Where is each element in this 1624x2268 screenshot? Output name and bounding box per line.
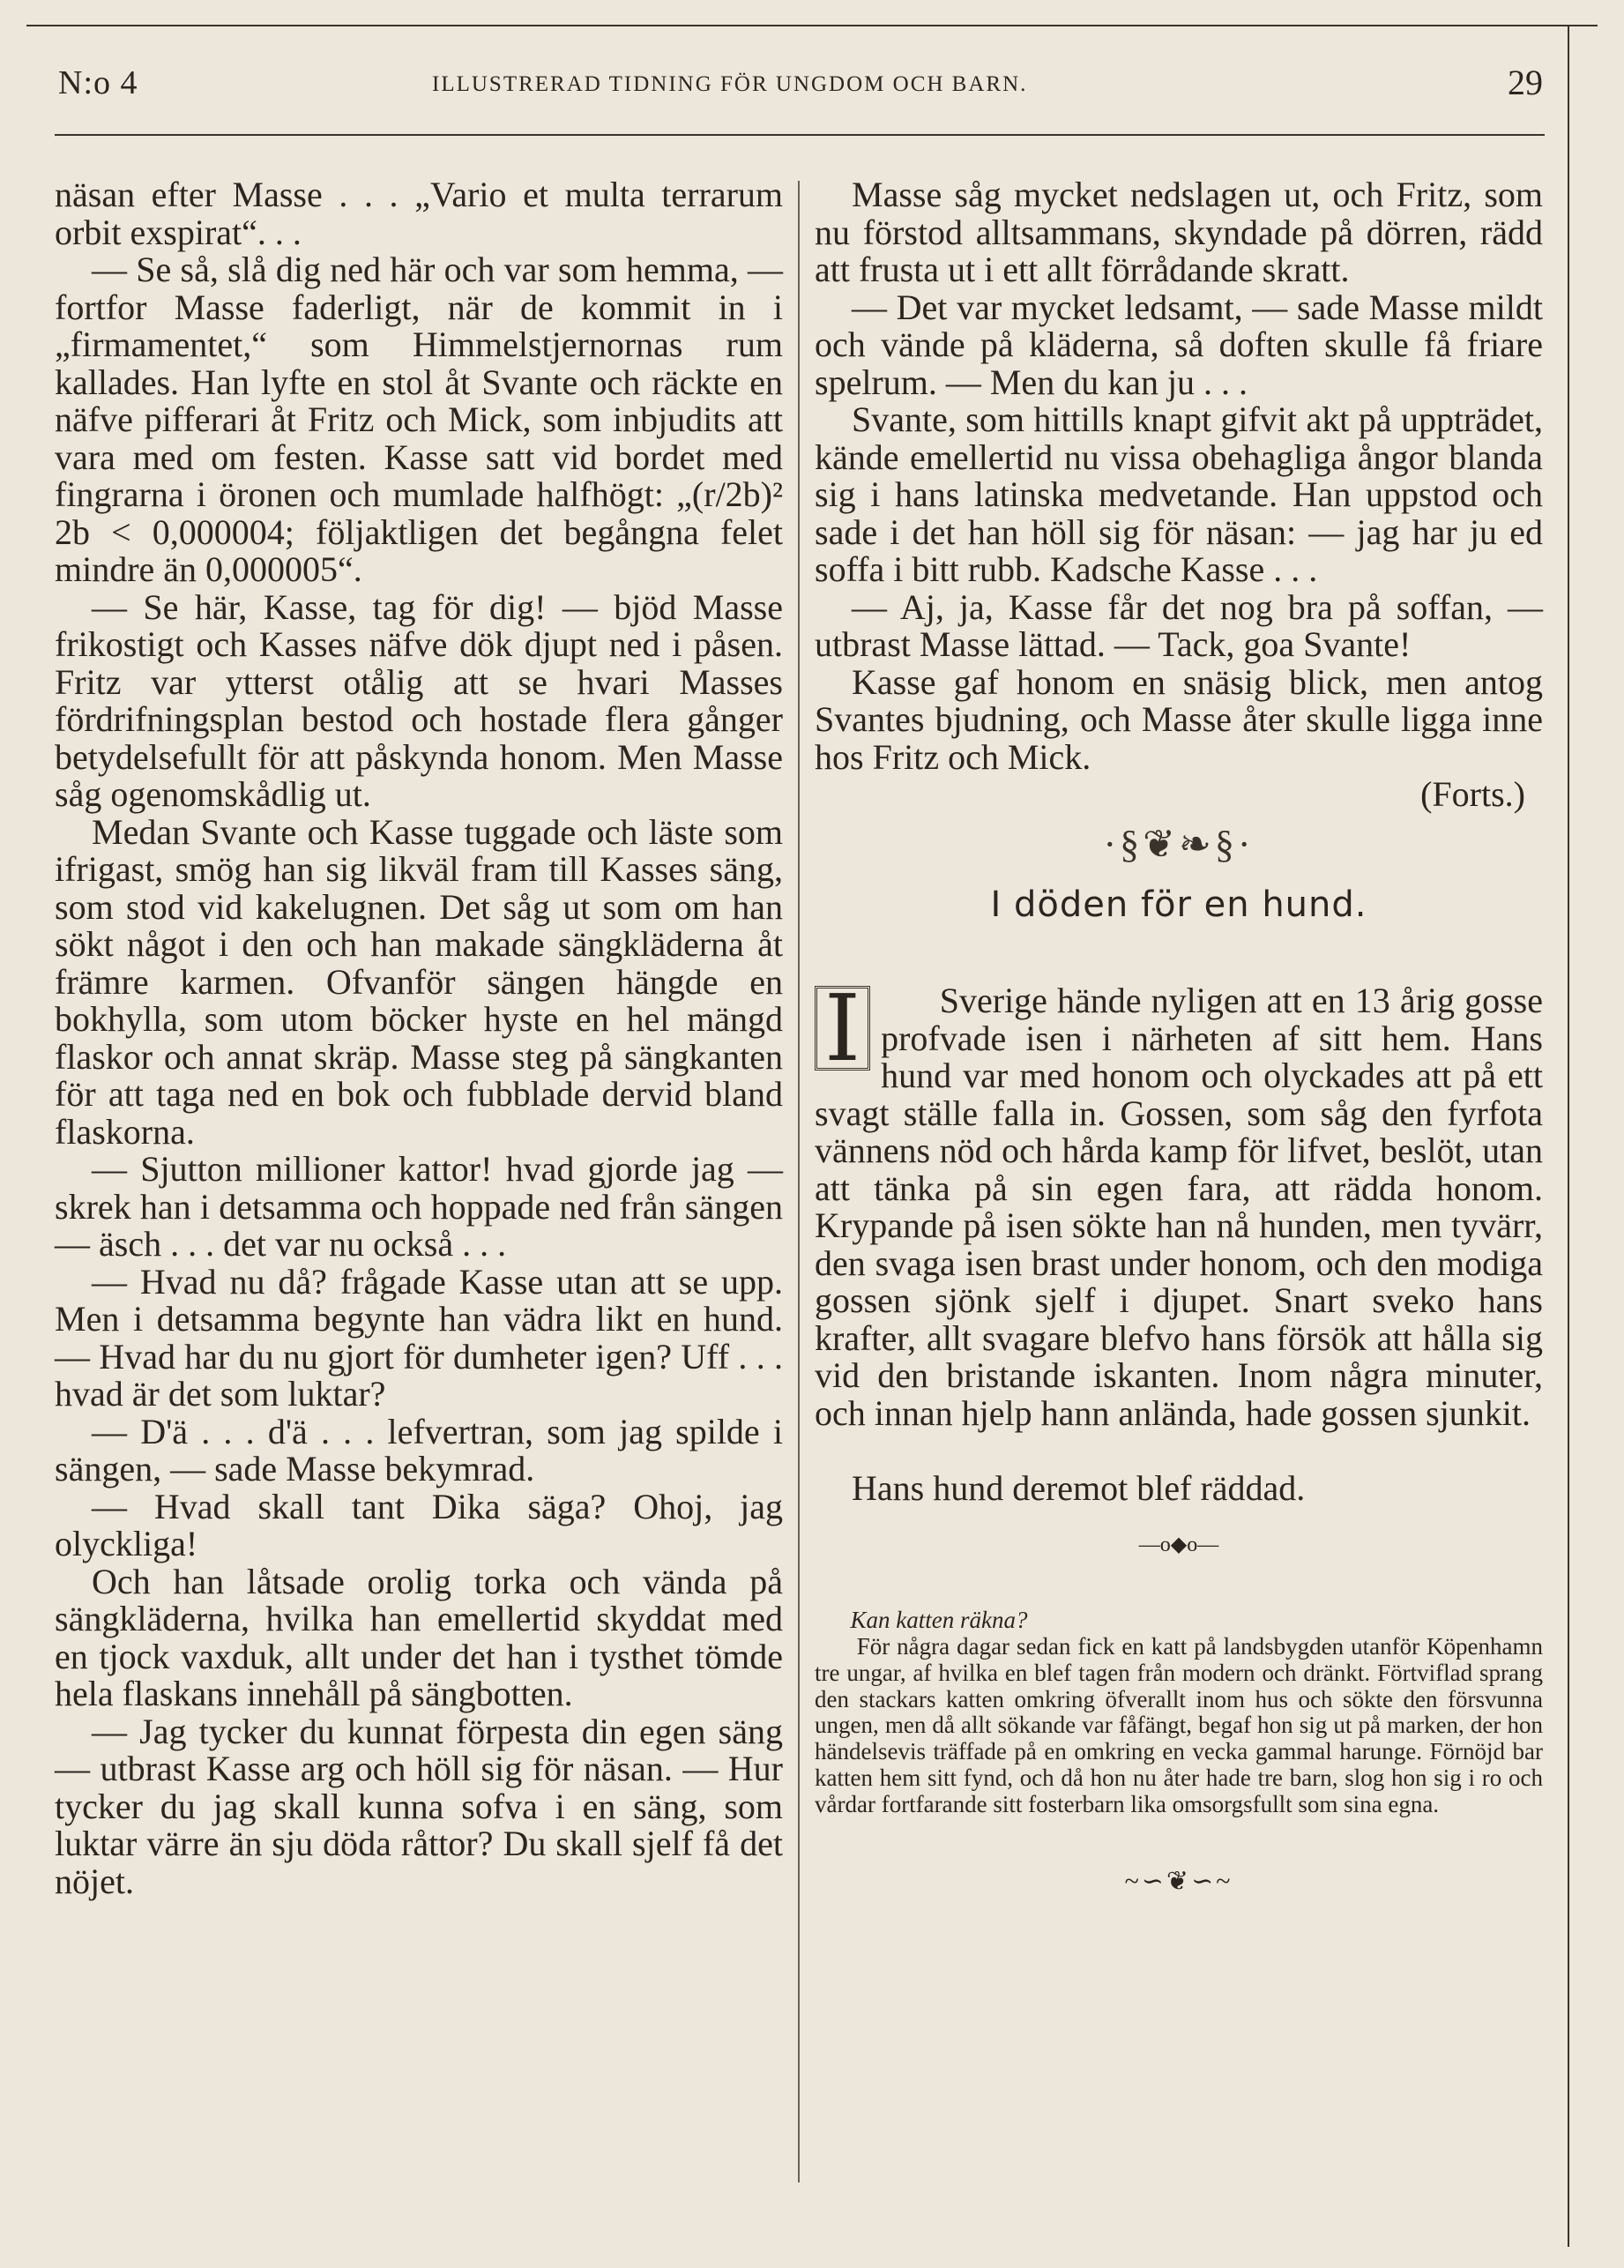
column-divider	[798, 181, 800, 2182]
notice-lead: Kan katten räkna?	[850, 1607, 1028, 1634]
end-ornament: ~∽❦∽~	[1124, 1867, 1233, 1897]
article-body	[815, 945, 1552, 1470]
paragraph: — Hvad nu då? frågade Kasse utan att se upp. Men i detsamma begynte han vädra likt en hund. — Hvad har du nu gjort för dumheter igen? Uff . . . hvad är det som luktar?	[55, 1261, 792, 1414]
continued-marker: (Forts.)	[1420, 774, 1525, 814]
paragraph: Kasse gaf honom en snäsig blick, men antog Svantes bjudning, och Masse åter skulle ligga inne hos Fritz och Mick.	[815, 661, 1552, 777]
publication-title: ILLUSTRERAD TIDNING FÖR UNGDOM OCH BARN.	[432, 72, 1028, 96]
page-number: 29	[1508, 63, 1543, 102]
paragraph: Masse såg mycket nedslagen ut, och Fritz, som nu förstod alltsammans, skyndade på dörren, rädd att frusta ut i ett allt förrådande skratt.	[815, 175, 1552, 289]
notice	[815, 1582, 1549, 1845]
article-title: I döden för en hund.	[990, 884, 1367, 925]
paragraph: — D'ä . . . d'ä . . . lefvertran, som jag spilde i sängen, — sade Masse bekymrad.	[55, 1411, 792, 1488]
page-header	[0, 55, 1624, 108]
paragraph: Och han låtsade orolig torka och vända på sängkläderna, hvilka han emellertid skyddat med en tjock vaxduk, allt under det han i tysthet tömde hela flaskans innehåll på sängbotten.	[55, 1561, 792, 1713]
right-rule	[1568, 25, 1569, 2247]
left-column	[55, 175, 792, 1901]
paragraph: — Se här, Kasse, tag för dig! — bjöd Masse frikostigt och Kasses näfve dök djupt ned i påsen. Fritz var ytterst otålig att se hvari Masses fördrifningsplan bestod och hostade flera gånger betydelsefullt för att påskynda honom. Men Masse såg ogenomskådlig ut.	[55, 586, 792, 814]
top-rule	[26, 25, 1598, 26]
paragraph: — Sjutton millioner kattor! hvad gjorde jag — skrek han i detsamma och hoppade ned från sängen — äsch . . . det var nu också . . .	[55, 1149, 792, 1264]
paragraph: — Se så, slå dig ned här och var som hemma, — fortfor Masse faderligt, när de kommit in i „firmamentet,“ som Himmelstjernornas rum kallades. Han lyfte en stol åt Svante och räckte en näfve pifferari åt Fritz och Mick, som inbjudits att vara med om festen. Kasse satt vid bordet med fingrarna i öronen och mumlade halfhögt: „(r/2b)² 2b < 0,000004; följaktligen det begångna felet mindre än 0,000005“.	[55, 250, 792, 589]
right-column	[815, 175, 1552, 1901]
paragraph: näsan efter Masse . . . „Vario et multa terrarum orbit exspirat“. . .	[55, 175, 792, 252]
header-rule	[55, 134, 1545, 136]
paragraph: Svante, som hittills knapt gifvit akt på uppträdet, kände emellertid nu vissa obehagliga ångor blanda sig i hans latinska medvetande. Han uppstod och sade i det han höll sig för näsan: — jag har ju ed soffa i bitt rubb. Kadsche Kasse . . .	[815, 399, 1552, 589]
paragraph: Medan Svante och Kasse tuggade och läste som ifrigast, smög han sig likväl fram till Kasses säng, som stod vid kakelugnen. Det såg ut som om han sökt något i den och han makade sängkläderna åt främre karmen. Ofvanför sängen hängde en bokhylla, som utom böcker hyste en hel mängd flaskor och annat skräp. Masse steg på sängkanten för att taga ned en bok och fubblade dervid bland flaskorna.	[55, 811, 792, 1152]
article-ending: Hans hund deremot blef räddad.	[852, 1467, 1306, 1508]
section-ornament: ·§❦❧§·	[1103, 822, 1255, 866]
notice-body: För några dagar sedan fick en katt på landsbygden utanför Köpenhamn tre ungar, af hvilka en blef tagen från modern och dränkt. Förtviflad sprang den stackars katten omkring öfverallt inom hus och sökte den försvunna ungen, men då allt sökande var fåfängt, begaf hon sig ut på marken, der hon händelsevis träffade på en omkring en vecka gammal harunge. Förnöjd bar katten hem sitt fynd, och då hon nu åter hade tre barn, slog hon sig i ro och vårdar fortfarande sitt fosterbarn lika omsorgsfullt som sina egna.	[815, 1633, 1549, 1817]
article-text: Sverige hände nyligen att en 13 årig gosse profvade isen i närheten af sitt hem. Hans hund var med honom och olyckades att på ett svagt ställe falla in. Gossen, som såg den fyrfota vännens nöd och hårda kamp för lifvet, beslöt, utan att tänka på sin egen fara, att rädda honom. Krypande på isen sökte han nå hunden, men tyvärr, den svaga isen brast under honom, och den modiga gossen sjönk sjelf i djupet. Snart sveko hans krafter, allt svagare blefvo hans försök att hålla sig vid den bristande iskanten. Inom några minuter, och innan hjelp hann anlända, hade gossen sjunkit.	[815, 981, 1552, 1433]
paragraph: — Jag tycker du kunnat förpesta din egen säng — utbrast Kasse arg och höll sig för näsan. — Hur tycker du jag skall kunna sofva i en säng, som luktar värre än sju döda råttor? Du skall sjelf få det nöjet.	[55, 1711, 792, 1901]
issue-number: N:o 4	[58, 64, 138, 101]
paragraph: — Hvad skall tant Dika säga? Ohoj, jag olyckliga!	[55, 1486, 792, 1563]
paragraph: — Det var mycket ledsamt, — sade Masse mildt och vände på kläderna, så doften skulle få friare spelrum. — Men du kan ju . . .	[815, 287, 1552, 402]
rule-ornament: —o◆o—	[1138, 1533, 1219, 1556]
drop-cap: I	[815, 986, 870, 1071]
paragraph: — Aj, ja, Kasse får det nog bra på soffan, — utbrast Masse lättad. — Tack, goa Svante!	[815, 586, 1552, 664]
